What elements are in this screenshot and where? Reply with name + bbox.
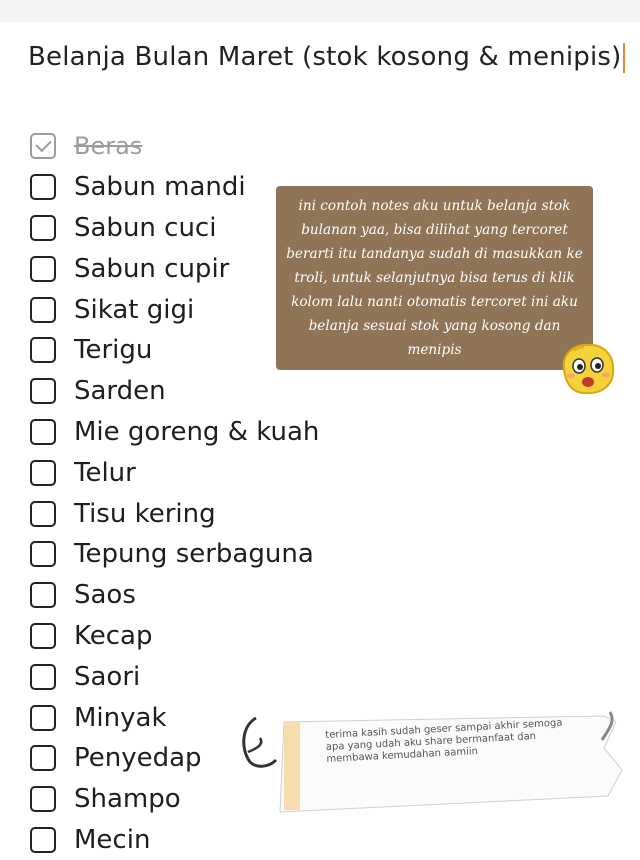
text-cursor — [623, 43, 625, 73]
checklist-item-label: Sarden — [74, 376, 166, 407]
checklist-item-label: Kecap — [74, 620, 153, 651]
info-note-text: ini contoh notes aku untuk belanja stok bulanan yaa, bisa dilihat yang tercoret berarti itu tandanya sudah di masukkan ke troli, untuk selanjutnya bisa terus di klik kolom lalu nanti otomatis tercoret ini aku belanja sesuai stok yang kosong dan menipis — [286, 198, 583, 358]
checklist-item-label: Telur — [74, 457, 136, 488]
checkbox-checked[interactable] — [30, 133, 56, 159]
checklist-item — [30, 575, 319, 616]
checkbox[interactable] — [30, 745, 56, 771]
checkbox[interactable] — [30, 501, 56, 527]
checklist-item-label: Terigu — [74, 335, 153, 366]
checkbox[interactable] — [30, 419, 56, 445]
checklist-item-label: Mie goreng & kuah — [74, 416, 320, 447]
page-title: Belanja Bulan Maret (stok kosong & menipis) — [28, 42, 622, 72]
checklist-item-label: Mecin — [74, 824, 151, 855]
checklist-item-label: Tisu kering — [74, 498, 216, 529]
checkbox[interactable] — [30, 378, 56, 404]
checkbox[interactable] — [30, 705, 56, 731]
checkbox[interactable] — [30, 215, 56, 241]
checklist-item — [30, 452, 319, 493]
checkbox[interactable] — [30, 174, 56, 200]
checklist-item-label: Saos — [74, 580, 136, 611]
checklist-item — [30, 534, 319, 575]
checkbox[interactable] — [30, 582, 56, 608]
checkbox[interactable] — [30, 256, 56, 282]
checkbox[interactable] — [30, 337, 56, 363]
checklist-item — [30, 820, 319, 860]
checkbox[interactable] — [30, 460, 56, 486]
thanks-message: terima kasih sudah geser sampai akhir semoga apa yang udah aku share bermanfaat dan membawa kemudahan aamiin — [325, 717, 563, 765]
checkbox[interactable] — [30, 297, 56, 323]
checklist-item-label: Shampo — [74, 784, 181, 815]
checklist-item-label: Saori — [74, 661, 141, 692]
checklist-item — [30, 412, 319, 453]
checklist-item-label: Sikat gigi — [74, 294, 195, 325]
checklist-item-label: Minyak — [74, 702, 167, 733]
checklist-item-label: Sabun cupir — [74, 253, 230, 284]
note-title-field[interactable] — [28, 42, 625, 73]
checklist-item-label: Beras — [74, 132, 143, 161]
checkbox[interactable] — [30, 623, 56, 649]
checklist-item-label: Sabun mandi — [74, 172, 246, 203]
status-bar-area — [0, 0, 640, 22]
checklist-item-label: Penyedap — [74, 743, 202, 774]
checklist-item-label: Tepung serbaguna — [74, 539, 314, 570]
checklist-item — [30, 126, 319, 167]
checkbox[interactable] — [30, 541, 56, 567]
info-note-card — [276, 186, 593, 370]
checklist-item — [30, 493, 319, 534]
checklist-item-label: Sabun cuci — [74, 212, 217, 243]
checkbox[interactable] — [30, 664, 56, 690]
checkbox[interactable] — [30, 786, 56, 812]
smiley-sticker-icon — [556, 338, 620, 398]
checklist-item — [30, 371, 319, 412]
checkbox[interactable] — [30, 827, 56, 853]
checklist-item — [30, 656, 319, 697]
checklist-item — [30, 616, 319, 657]
